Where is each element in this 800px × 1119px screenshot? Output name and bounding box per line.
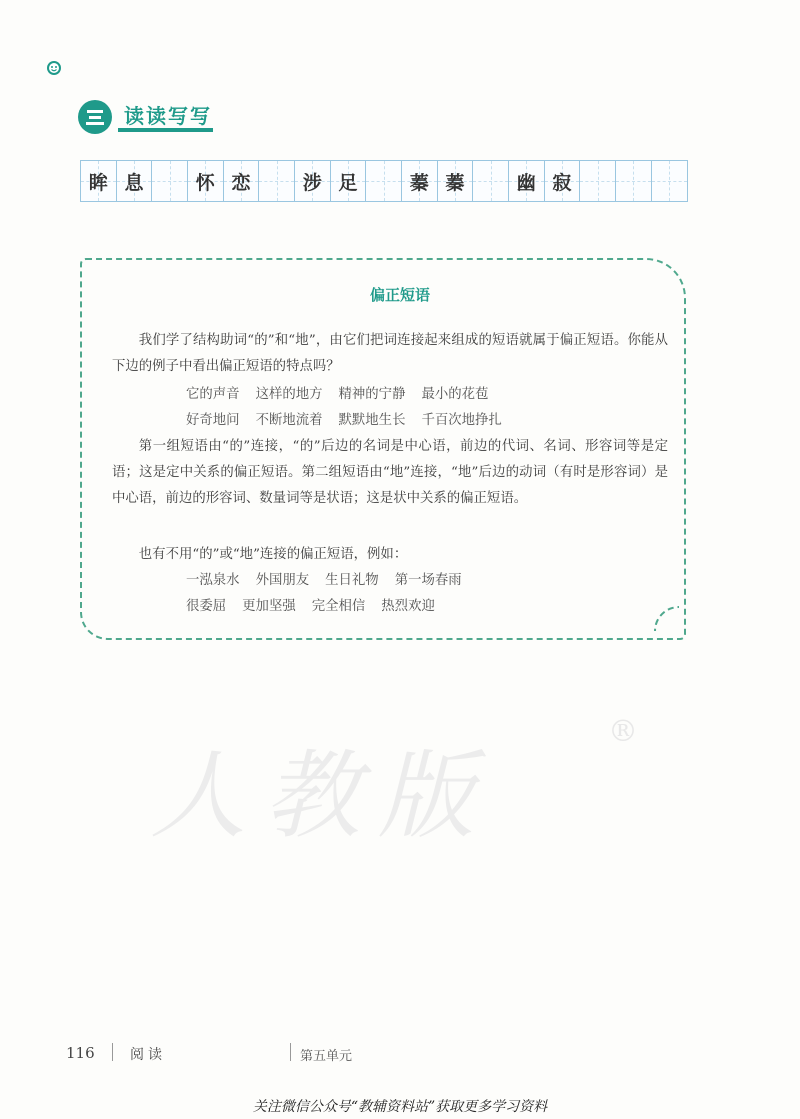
grid-cell <box>580 161 616 201</box>
example-phrase: 很委屈 <box>186 599 227 614</box>
grid-character: 恋 <box>231 171 251 194</box>
example-phrase: 完全相信 <box>311 599 366 614</box>
grid-cell <box>652 161 688 201</box>
smiley-icon <box>46 60 62 76</box>
section-title: 读读写写 <box>124 104 212 128</box>
grid-cell <box>188 161 224 201</box>
registered-mark: ® <box>608 714 638 749</box>
example-phrase: 热烈欢迎 <box>381 599 435 614</box>
grid-cell <box>224 161 260 201</box>
example-phrase: 千百次地挣扎 <box>421 413 502 428</box>
grid-character: 涉 <box>302 171 322 194</box>
grid-cell <box>259 161 295 201</box>
circle-three-lines-icon <box>78 100 112 134</box>
grid-cell <box>473 161 509 201</box>
footer-divider <box>112 1043 113 1061</box>
example-phrase: 生日礼物 <box>325 573 379 588</box>
examples-de-row <box>186 382 504 408</box>
grid-character: 蓁 <box>445 171 465 194</box>
example-phrase: 精神的宁静 <box>338 387 406 402</box>
footer-divider <box>290 1043 291 1061</box>
grid-cell <box>545 161 581 201</box>
example-phrase: 最小的花苞 <box>421 387 489 402</box>
note-explanation: 第一组短语由“的”连接，“的”后边的名词是中心语，前边的代词、名词、形容词等是定语；这是定中关系的偏正短语。第二组短语由“地”连接，“地”后边的动词（有时是形容词）是中心语，前边的形容词、数量词等是状语；这是状中关系的偏正短语。 <box>112 439 668 506</box>
grid-cell <box>81 161 117 201</box>
examples-plain-row-1 <box>186 568 478 594</box>
note-title: 偏正短语 <box>369 286 430 304</box>
example-phrase: 不断地流着 <box>255 413 323 428</box>
example-phrase: 一泓泉水 <box>186 573 240 588</box>
grid-cell <box>152 161 188 201</box>
example-phrase: 默默地生长 <box>338 413 406 428</box>
grid-cell <box>117 161 153 201</box>
grid-cell <box>295 161 331 201</box>
grid-character: 怀 <box>195 171 215 194</box>
examples-di-row <box>186 408 518 434</box>
watermark-logo-text: 人教版 <box>150 740 492 852</box>
publisher-watermark <box>150 714 650 860</box>
example-phrase: 更加坚强 <box>242 599 296 614</box>
title-underline <box>118 128 213 132</box>
grid-cell <box>331 161 367 201</box>
examples-plain-row-2 <box>186 594 451 620</box>
section-heading <box>78 98 218 138</box>
grid-cell <box>509 161 545 201</box>
grid-cell <box>438 161 474 201</box>
grid-character: 足 <box>338 171 358 194</box>
example-phrase: 外国朋友 <box>255 573 310 588</box>
footer-promo-banner: 关注微信公众号“教辅资料站”获取更多学习资料 <box>252 1099 548 1115</box>
example-phrase: 这样的地方 <box>255 387 323 402</box>
example-phrase: 第一场春雨 <box>394 573 462 588</box>
grid-character: 幽 <box>516 171 536 194</box>
footer-unit-name: 第五单元 <box>300 1049 353 1064</box>
footer-section-name: 阅读 <box>130 1047 166 1063</box>
grid-cell <box>616 161 652 201</box>
grid-character: 息 <box>124 171 144 194</box>
vocab-writing-grid <box>80 160 688 202</box>
grid-character: 蓁 <box>409 171 429 194</box>
grid-cell <box>366 161 402 201</box>
page-number: 116 <box>66 1044 95 1062</box>
example-phrase: 它的声音 <box>186 387 240 402</box>
grid-character: 寂 <box>552 171 572 194</box>
example-phrase: 好奇地问 <box>186 413 240 428</box>
note-intro: 我们学了结构助词“的”和“地”，由它们把词连接起来组成的短语就属于偏正短语。你能从下边的例子中看出偏正短语的特点吗？ <box>112 333 668 374</box>
no-particle-intro: 也有不用“的”或“地”连接的偏正短语，例如： <box>138 547 408 562</box>
grid-cell <box>402 161 438 201</box>
grid-character: 眸 <box>88 171 108 194</box>
